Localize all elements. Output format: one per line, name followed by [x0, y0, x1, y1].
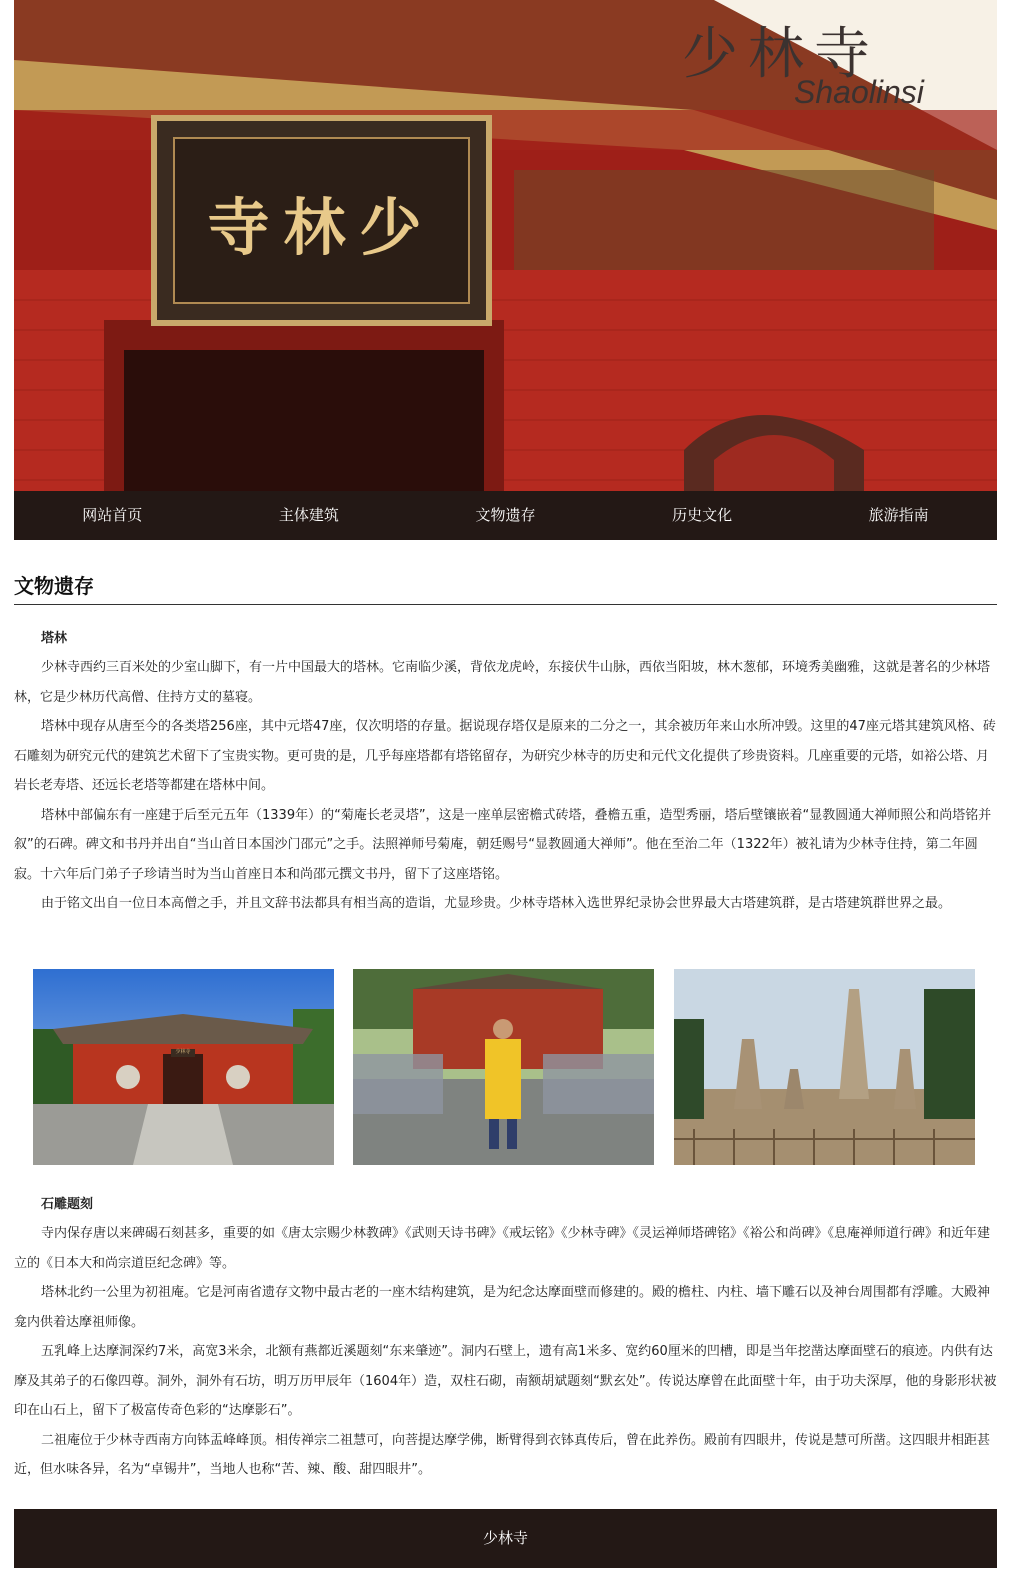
- photo-gallery: [33, 969, 975, 1165]
- nav-item-relics[interactable]: 文物遗存: [475, 506, 536, 524]
- nav-item-travel[interactable]: 旅游指南: [868, 506, 929, 524]
- gate-plaque-text: 少林寺: [175, 1049, 191, 1055]
- nav-item-history[interactable]: 历史文化: [672, 506, 733, 524]
- section-heading: 塔林: [41, 631, 68, 646]
- section-heading: 石雕题刻: [41, 1197, 94, 1212]
- paragraph: 寺内保存唐以来碑碣石刻甚多，重要的如《唐太宗赐少林教碑》《武则天诗书碑》《戒坛铭》《少林寺碑》《灵运禅师塔碑铭》《裕公和尚碑》《息庵禅师道行碑》和近年建立的《日本大和尚宗道臣纪念碑》等。: [14, 1226, 991, 1271]
- footer: [14, 1509, 997, 1568]
- paragraph: 由于铭文出自一位日本高僧之手，并且文辞书法都具有相当高的造诣，尤显珍贵。少林寺塔林入选世界纪录协会世界最大古塔建筑群，是古塔建筑群世界之最。: [41, 896, 952, 911]
- paragraph: 少林寺西约三百米处的少室山脚下，有一片中国最大的塔林。它南临少溪，背依龙虎岭，东接伏牛山脉，西依当阳坡，林木葱郁，环境秀美幽雅，这就是著名的少林塔林，它是少林历代高僧、住持方丈的墓寝。: [14, 660, 991, 705]
- footer-text: 少林寺: [482, 1529, 528, 1547]
- paragraph: 二祖庵位于少林寺西南方向钵盂峰峰顶。相传禅宗二祖慧可，向菩提达摩学佛，断臂得到衣钵真传后，曾在此养伤。殿前有四眼井，传说是慧可所凿。这四眼井相距甚近，但水味各异，名为“卓锡井”，当地人也称“苦、辣、酸、甜四眼井”。: [14, 1432, 991, 1477]
- section-stone-carvings: [14, 1190, 997, 1485]
- plaque-text: 寺林少: [207, 191, 436, 264]
- pagoda-forest-photo: [674, 969, 975, 1165]
- nav-item-home[interactable]: 网站首页: [82, 506, 143, 524]
- nav-item-architecture[interactable]: 主体建筑: [278, 506, 339, 524]
- paragraph: 塔林中部偏东有一座建于后至元五年（1339年）的“菊庵长老灵塔”，这是一座单层密檐式砖塔，叠檐五重，造型秀丽，塔后壁镶嵌着“显教圆通大禅师照公和尚塔铭并叙”的石碑。碑文和书丹并出自“当山首日本国沙门邵元”之手。法照禅师号菊庵，朝廷赐号“显教圆通大禅师”。他在至治二年（1322年）被礼请为少林寺住持，第二年圆寂。十六年后门弟子子珍请当时为当山首座日本和尚邵元撰文书丹，留下了这座塔铭。: [14, 807, 992, 882]
- paragraph: 塔林中现存从唐至今的各类塔256座，其中元塔47座，仅次明塔的存量。据说现存塔仅是原来的二分之一，其余被历年来山水所冲毁。这里的47座元塔其建筑风格、砖石雕刻为研究元代的建筑艺术留下了宝贵实物。更可贵的是，几乎每座塔都有塔铭留存，为研究少林寺的历史和元代文化提供了珍贵资料。几座重要的元塔，如裕公塔、月岩长老寿塔、还远长老塔等都建在塔林中间。: [14, 719, 996, 793]
- monks-martial-arts-photo: [353, 969, 654, 1165]
- main-nav: [14, 491, 997, 540]
- temple-hall-photo: [33, 969, 334, 1165]
- site-logo-cn: 少林寺: [682, 22, 880, 87]
- section-pagoda-forest: [14, 624, 997, 919]
- paragraph: 五乳峰上达摩洞深约7米，高宽3米余，北额有燕都近溪题刻“东来肇迹”。洞内石壁上，遗有高1米多、宽约60厘米的凹槽，即是当年挖凿达摩面壁石的痕迹。内供有达摩及其弟子的石像四尊。洞外，洞外有石坊，明万历甲辰年（1604年）造，双柱石砌，南额胡斌题刻“默玄处”。传说达摩曾在此面壁十年，由于功夫深厚，他的身影形状被印在山石上，留下了极富传奇色彩的“达摩影石”。: [14, 1344, 997, 1418]
- paragraph: 塔林北约一公里为初祖庵。它是河南省遗存文物中最古老的一座木结构建筑，是为纪念达摩面壁而修建的。殿的檐柱、内柱、墙下雕石以及神台周围都有浮雕。大殿神龛内供着达摩祖师像。: [14, 1285, 991, 1330]
- site-logo-en: Shaolinsi: [794, 74, 924, 110]
- header-banner: [14, 0, 997, 491]
- page-title: 文物遗存: [14, 571, 997, 605]
